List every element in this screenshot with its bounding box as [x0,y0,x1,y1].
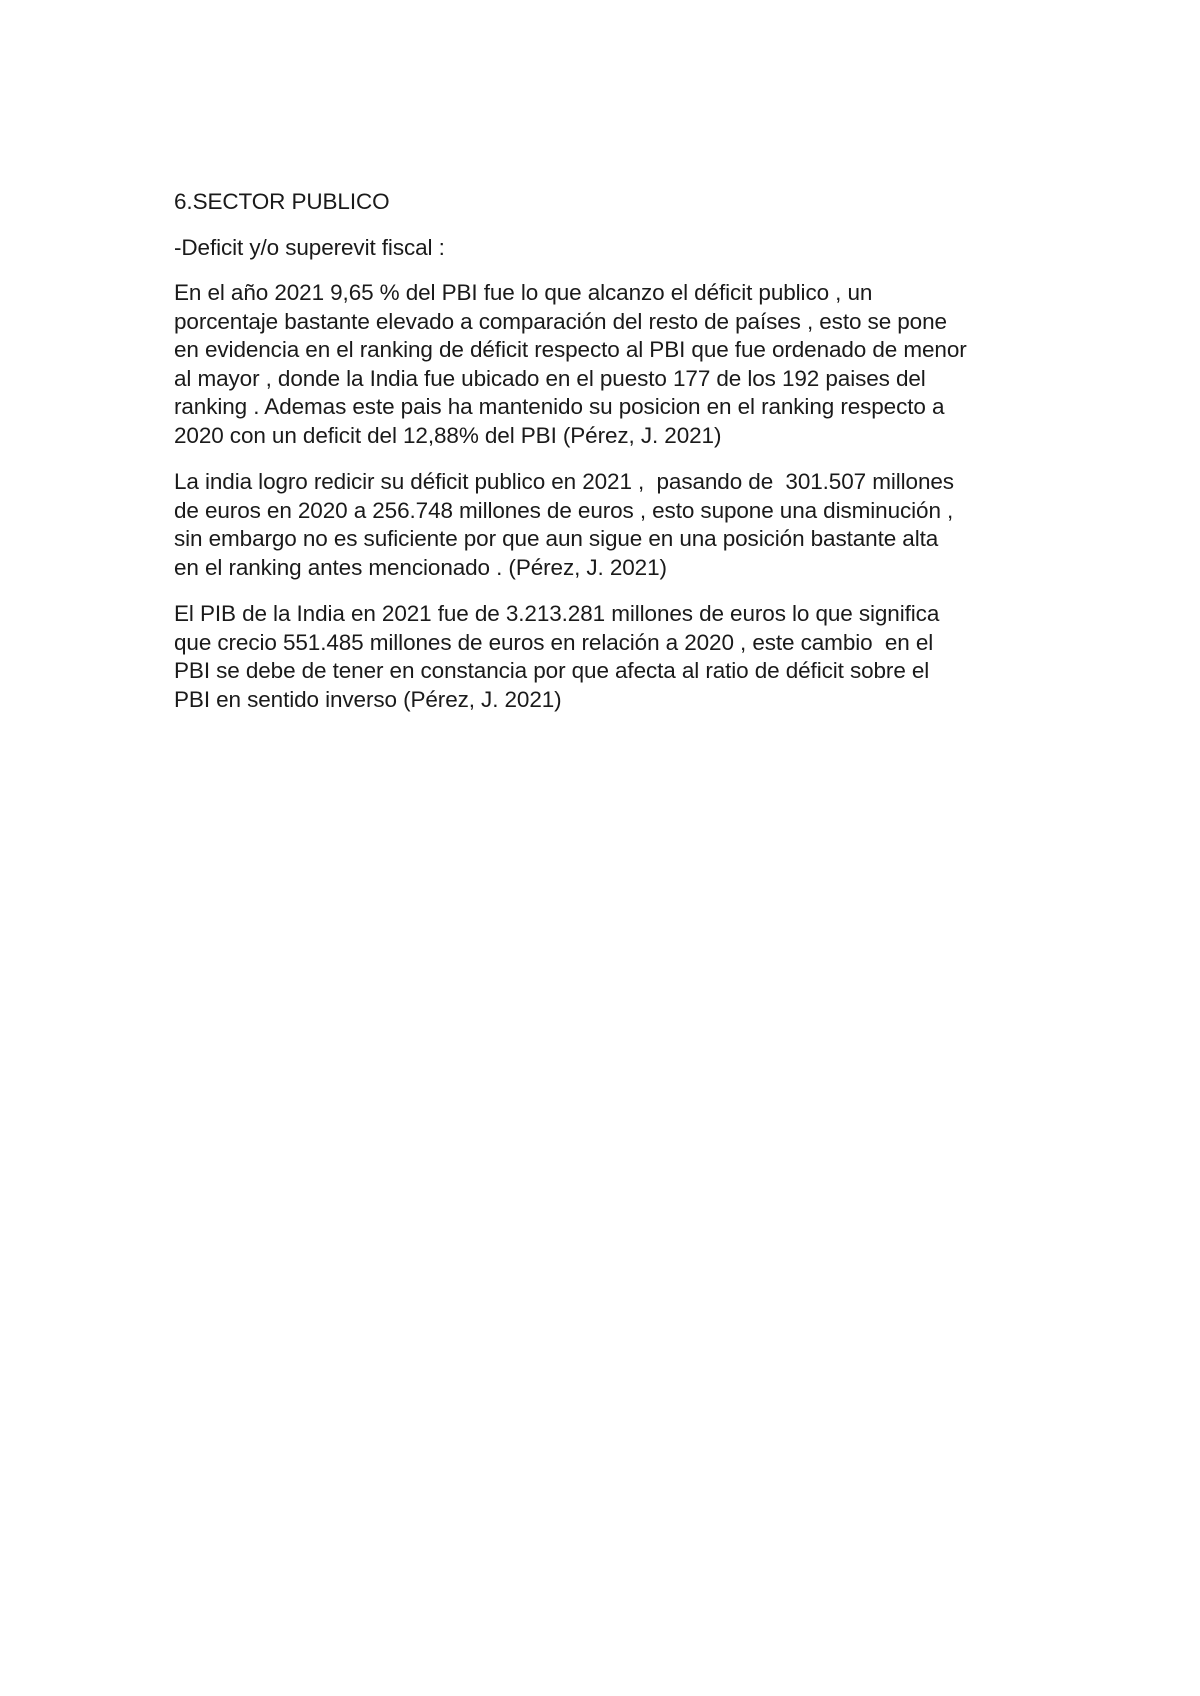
paragraph-line: sin embargo no es suficiente por que aun sigue en una posición bastante alta [174,526,939,551]
paragraph-line: porcentaje bastante elevado a comparación del resto de países , esto se pone [174,308,947,334]
paragraph-line: 2020 con un deficit del 12,88% del PBI (Pérez, J. 2021) [174,422,722,448]
paragraph-line: que crecio 551.485 millones de euros en relación a 2020 , este cambio en el [174,629,934,655]
paragraph-line: La india logro redicir su déficit publico en 2021 , pasando de 301.507 millones [174,469,954,494]
paragraph-deficit-2021 [174,279,1054,450]
paragraph-line: PBI en sentido inverso (Pérez, J. 2021) [174,686,562,712]
section-heading: 6.SECTOR PUBLICO [174,189,390,214]
paragraph-line: en el ranking antes mencionado . (Pérez, J. 2021) [174,554,667,580]
paragraph-line: en evidencia en el ranking de déficit respecto al PBI que fue ordenado de menor [174,337,967,362]
document-page [174,188,1054,732]
paragraph-line: El PIB de la India en 2021 fue de 3.213.281 millones de euros lo que significa [174,601,940,626]
paragraph-line: PBI se debe de tener en constancia por que afecta al ratio de déficit sobre el [174,658,930,683]
paragraph-line: de euros en 2020 a 256.748 millones de euros , esto supone una disminución , [174,497,954,523]
paragraph-pib-growth [174,600,1054,714]
paragraph-deficit-reduction [174,468,1054,582]
paragraph-line: En el año 2021 9,65 % del PBI fue lo que alcanzo el déficit publico , un [174,280,873,305]
subsection-heading: -Deficit y/o superevit fiscal : [174,234,445,260]
paragraph-line: ranking . Ademas este pais ha mantenido su posicion en el ranking respecto a [174,394,945,419]
paragraph-line: al mayor , donde la India fue ubicado en el puesto 177 de los 192 paises del [174,365,926,391]
